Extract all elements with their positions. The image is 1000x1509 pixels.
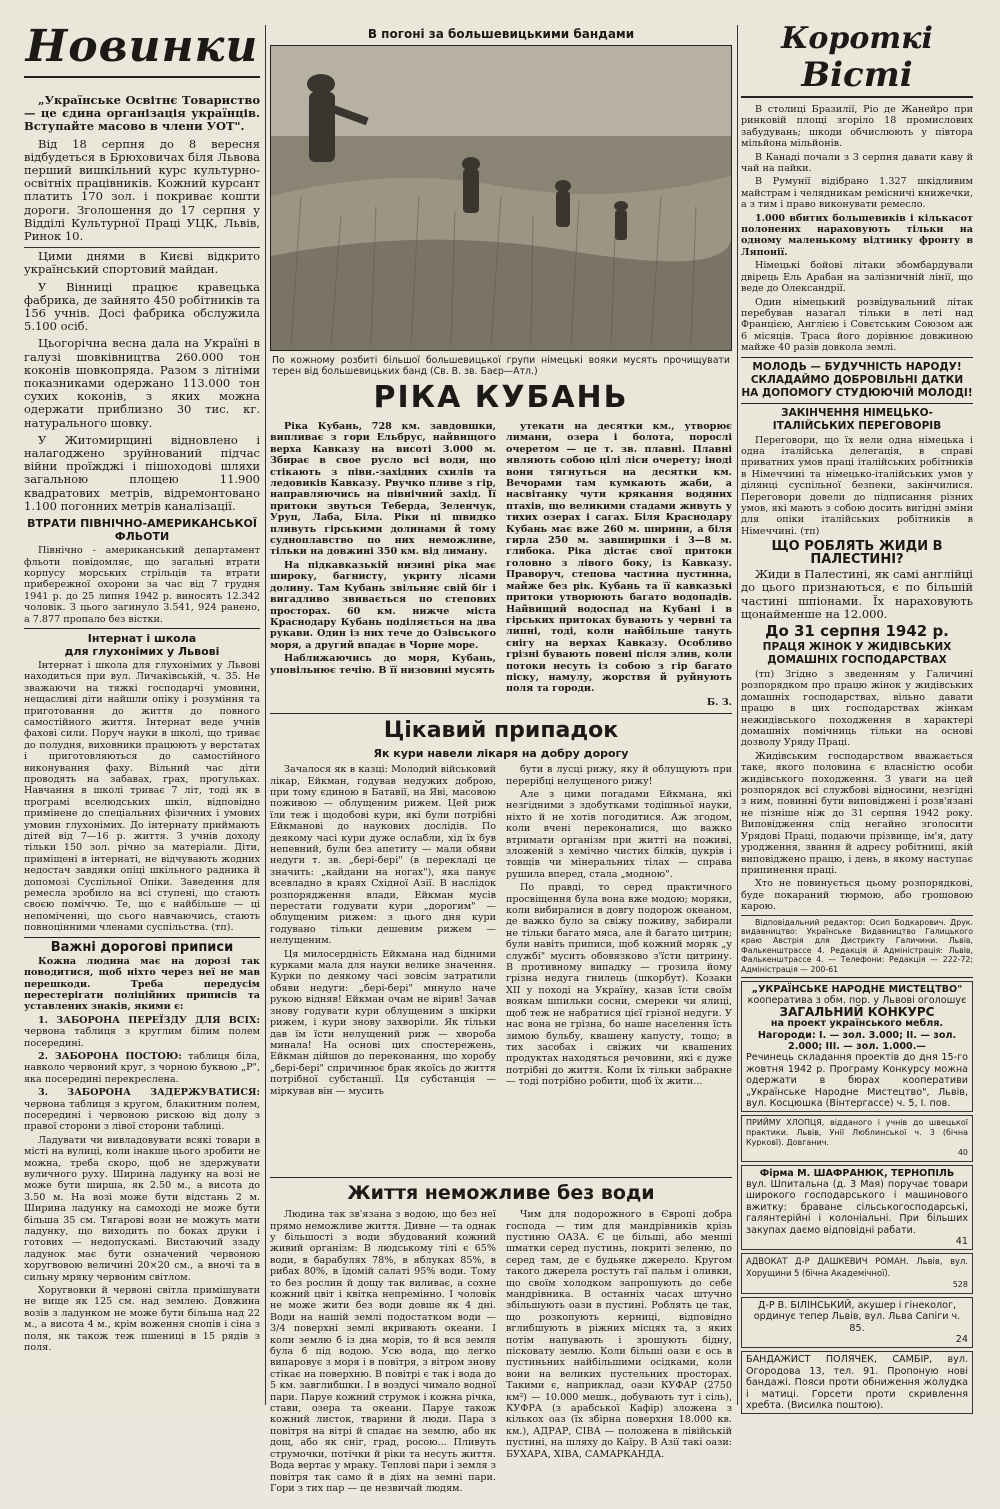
ad2-text: ПРИЙМУ ХЛОПЦЯ, відданого і учнів до швецької практики. Львів, Унії Люблинської ч. 3 (бічна Курковї). Довганич. — [746, 1118, 968, 1147]
losses-text: Північно - американський департамент фльоти повідомляє, що загальні втрати корпусу морських стрільців та втрати прибережної охорони за час від 7 грудня 1941 р. до 25 липня 1942 р. виносять 12.342 чоловік. З цього загинуло 3.541, 924 ранено, а 7.877 пропало без вістки. — [24, 545, 260, 625]
news-canada: В Канаді почали з 3 серпня давати каву й чай на пайки. — [741, 151, 973, 175]
news-lapland: 1.000 вбитих большевиків і кількасот полонених нараховують тільки на одному маленькому відтинку фронту в Ляпонії. — [741, 212, 973, 258]
news-brazil: В столиці Бразилії, Ріо де Жанейро при ринковій площі згоріло 18 промислових забудувань; шкоди обчислюють у півтора мільйона мільйонів. — [741, 104, 973, 150]
jews-text: Жиди в Палестині, як самі англійці до цього признаються, є по більшій частині шпіонами. Їх нараховують щонайменше на 12.000. — [741, 567, 973, 621]
rule-2 — [24, 1051, 260, 1085]
ad4-number: 528 — [952, 1280, 968, 1290]
kuban-col-1 — [270, 421, 496, 710]
ad2-number: 40 — [957, 1148, 968, 1158]
news-silk: Цьогорічна весна дала на Україні в галузі шовківництва 260.000 тон коконів шовкопряда. Разом з літніми показниками одержано 113.000 тон сухих коконів, з яких можна одержати приблизно 30 тис. кг. натурального шовку. — [24, 336, 260, 430]
ad1-topic: на проект українського мебля. — [770, 1018, 944, 1030]
case-text-d: Але з цими погадами Ейкмана, які незгідними з здобутками тодішньої науки, ніхто й не хотів погодитися. Аж згодом, коли вчені переконалися, що важко втримати організм при житті на поживі, зложеній з хемічно чистих білків, цукрів і товщів чи мінеральних тілах — справа рушила вперед, стала „модною". — [506, 788, 732, 880]
photo-caption-text: По кожному розбиті більшої большевицької групи німецькі вояки мусять прочищувати терен від большевицьких банд — [272, 355, 730, 377]
case-title: Цікавий припадок — [383, 718, 619, 744]
load-rules: Ладувати чи вивладовувати всякі товари в місті на вулиці, коли інакше цього зробити не можна, треба скоро, щоб не здержувати вуличного руху. Ширина ладунку на возі не може бути ширша, як 2.50 м., а висота до 3.50 м. На возі може бути відстань 2 м. Ширина ладунку на самоході не може бути більша 35 см. Тягарові вози не можуть мати ладунку, що виходить по боках друки і готових — недопускамі. Вистаючий ззаду ладунок має бути означений червоною хоругвовою величині 20×20 см., а вночі та в сильну мряку червоним світлом. — [24, 1134, 260, 1283]
heading-women-work: ПРАЦЯ ЖІНОК У ЖИДІВСЬКИХ ДОМАШНІХ ГОСПОДАРСТВАХ — [762, 641, 952, 666]
load-rules-last: Хоругвовки й червоні світла примішувати не вище як 125 см. над землею. Довжина возів з ладунком не може бути більша над 22 м., а висота 4 м., крім воження снопів і сіна з поля, як також теж пшениці в 15 рядів з поля. — [24, 1285, 260, 1354]
photo-caption — [272, 355, 730, 377]
news-romania: В Румунії відібрано 1.327 шкідливим майстрам і челядникам ремісничі книжечки, а з тим і право виконувати ремесло. — [741, 176, 973, 211]
case-col-1 — [270, 764, 496, 1174]
kuban-col-2 — [506, 421, 732, 710]
heading-talks: ЗАКІНЧЕННЯ НІМЕЦЬКО-ІТАЛІЙСЬКИХ ПЕРЕГОВОРІВ — [772, 406, 942, 432]
kuban-title: РІКА КУБАНЬ — [373, 380, 629, 415]
ad3-number: 41 — [955, 1236, 968, 1248]
case-col-2 — [506, 764, 732, 1174]
masthead-news: Вісті — [801, 55, 913, 95]
talks-text: Переговори, що їх вели одна німецька і одна італійська делегація, в справі приватних умов праці італійських робітників в Німеччині та німецько-італійських умов у ділянці суспільної безпеки, закінчилися. Переговори довели до підписання різних умов, які мають з собою досить вигідні зміни для опіки італійських робітників в Німеччині. (тп) — [741, 434, 973, 537]
ad6-text: БАНДАЖИСТ ПОЛЯЧЕК, САМБІР, вул. Огородова 13, тел. 91. Пропоную нові бандажі. Пояси проти обниження жолудка і матиці. Горсети проти скривлення хребта. (Висилка поштою). — [746, 1354, 968, 1411]
imprint: Відповідальний редактор: Осип Бодкарович. Друк. видавництво: Українське Видавництво Галицького краю Австрія для Дистрикту Галичини. Львів, Фалькенштрассе 4. Редакція й Адміністрація: Львів, Фалькенштрассе 4. — Телефони: Редакція — 222-72; Адміністрація — 200-61 — [741, 917, 973, 974]
rule-2-text: таблиця біла, навколо червоний круг, з чорною буквою „Р", яка посередині перекреслена. — [24, 1050, 260, 1085]
rule-1 — [24, 1015, 260, 1049]
water-col-2 — [506, 1209, 732, 1509]
kuban-text-c: Наближаючись до моря, Кубань, уповільнює течію. В її низовині мусять — [270, 653, 496, 676]
rule-3-text: червона таблиця з кругом, блакитним полем, посередині і червоною рискою від долу з правої сторони з лівої сторони таблиці. — [24, 1098, 260, 1133]
water-article — [270, 1209, 732, 1509]
news-el-araban: Німецькі бойові літаки збомбардували двірець Ель Арабан на залізничній лінії, що веде до Олександрії. — [741, 260, 973, 295]
ad1-prizes: Нагороди: I. — зол. 3.000; II. — зол. 2.000; III. — зол. 1.000.— — [757, 1029, 957, 1052]
news-recon-plane: Один німецький розвідувальний літак перебував назагал тільки в леті над Францією, Англією і Совєтським Союзом аж 6 місяців. Траса його дорівнює довжиною майже 40 разів довкола землі. — [741, 296, 973, 354]
heading-internat-1: Інтернат і школа — [87, 631, 197, 645]
center-column — [270, 22, 732, 1494]
news-vinnytsia: У Вінниці працює кравецька фабрика, де зайнято 450 робітників та 156 учнів. Досі фабрика обслужила 5.100 осіб. — [24, 279, 260, 334]
left-column — [24, 22, 260, 1407]
water-text-a: Людина так зв'язана з водою, що без неї прямо неможливе життя. Дивне — та однак у більшості з води збудований кожний живий організм: В людському тілі є 65% води, в барабулях 78%, в яблуках 85%, в рибах 80%, в їдомій салаті 95% води. Тому то без рослин й дощу так виливає, а сохне кожний цвіт і квітка непремінно. І чоловік не може жити без води довше як 4 дні. Води на нашій землі подостатком води — 3/4 поверхні землі вкривають океани. І коли землю б із дна морів, то й вся земля була б під водою. Усю вода, що легко випаровує з моря і в повітря, з вітром знову стікає на поверхню. В повітрі є так і вода до 5 км. завглибшки. І в воздусі чимало водної пари. Паруе кожний струмок і кожна річка, стави, озера та океани. Паруе також кожний листок, тварини й люди. Пара з повітря на вітрі й спадає на землю, або як дощ, або як сніг, град, росою... Пливуть струмочки, потічки й ріки та несуть життя. Вода вертає у мраку. Теплові пари і земля з повітря так само й в діях на земні пари. Гори з тих пар — це незвичай людям. — [270, 1209, 496, 1494]
heading-internat-2: для глухонімих у Львові — [64, 644, 220, 658]
ad1-deadline: Речинець складання проектів до дня 15-го жовтня 1942 р. Програму Конкурсу можна одержати в бюрах кооперативи „Українське Народне Мистецтво", Львів, вул. Косцюшка (Вінтергассе) ч. 5, І. пов. — [746, 1052, 968, 1110]
rule-1-title: 1. ЗАБОРОНА ПЕРЕЇЗДУ ДЛЯ ВСІХ: — [38, 1014, 260, 1026]
kuban-text-b: На підкавказькій низині ріка має широку, багнисту, укриту лісами долину. Там Кубань звільняє свій біг і вигадливо звивається по степових просторах. 60 км. нижче міста Краснодару Кубань поділяється на два рукави. Один із них тече до Озівського моря, а другий впадає в Чорне море. — [270, 559, 496, 651]
ad-apprentice — [741, 1115, 973, 1161]
news-course: Від 18 серпня до 8 вересня відбудеться в Брюховичах біля Львова перший вишкільний курс культурно-освітніх працівників. Кожний курсант платить 170 зол. і покриває кошти дороги. Зголошення до 17 серпня у Відділі Культурної Праці УЦК, Львів, Ринок 10. — [24, 136, 260, 244]
ad-gynecologist — [741, 1297, 973, 1349]
ad3-firm: Фірма М. ШАФРАНЮК, ТЕРНОПІЛЬ — [759, 1167, 955, 1179]
case-text-a: Зачалося як в казці: Молодий військовий лікар, Ейкман, годував недужих доброю, при тому єдиною в Батавії, на Яві, масовою поживою — облущеним рижем. Цей риж їли теж і щодобові кури, які були потрібні Ейкманові до наукових дослідів. По деякому часі кури дуже ослабли, хід їх був непевний, були без апетиту — мали обяви недуги т. зв. „бері-бері" (в перекладі це значить: „кайдани на ногах"), яка панує всевладно в краях Східної Азії. В наслідок розпорядження влади, Ейкман мусів перестати годувати кури „дорогим" — облущеним рижем: з цього дня кури годувано тільки дешевим рижем — нелущеним. — [270, 764, 496, 947]
heading-losses: ВТРАТИ ПІВНІЧНО-АМЕРИКАНСЬКОЇ ФЛЬОТИ — [27, 517, 257, 544]
photo-title: В погоні за большевицькими бандами — [367, 27, 635, 41]
ad3-text: вул. Шпитальна (д. 3 Мая) поручає товари широкого господарського і машинового вжитку: браване сільськогосподарські, галянтерійні і колоніальні. При більших закупах даємо відповідні рабати. — [746, 1179, 968, 1236]
rules-intro: Кожна людина має на дорозі так поводитися, щоб ніхто через неї не мав перешкоди. Треба передусім перестерігати поліційних приписів та уставлених знаків, якими є: — [24, 955, 260, 1013]
work-text-2: Жидівським господарством вважається таке, якого половина є власністю особи жидівського походження. З уваги на цей розпорядок всі службові відносини, незгідні з ним, повинні бути виповіджені і розв'язані не пізніше ніж до 31 серпня 1942 року. Виповідження слід негайно зголосити Урядові Праці, подаючи прізвище, ім'я, дату уродження, звання й адресу робітниці, якій виповіджено працю, і день, в якому наступає припинення праці. — [741, 750, 973, 876]
rule-2-title: 2. ЗАБОРОНА ПОСТОЮ: — [38, 1050, 182, 1062]
case-article — [270, 764, 732, 1174]
ad5-text: Д-Р В. БІЛІНСЬКИЙ, акушер і гінеколог, ординує тепер Львів, вул. Льва Сапіги ч. 85. — [753, 1299, 961, 1334]
photo-credit: (Св. В. зв. Баєр—Атл.) — [429, 366, 538, 377]
case-text-e: По правді, то серед практичного просвіщення була вона вже модою; моряки, коли вибиралися в довгу подорож океаном, де важко було за свіжу поживу, забирали не тільки багато мяса, але й багато цитрин; були навіть приписи, щоб кожний моряк „у службі" мусить обовязково з'їсти цитрину. В противному випадку — грозила йому грізна недуга гнилець (шкорбут). Козаки XII у поході на Україну, казав їсти своїм воякам шпильки сосни, смереки чи ялиці, щоб теж не набратися цієї грізної недуги. У нас вона не грізна, бо наше населення їсть зимою бульбу, квашену капусту, тощо; в тих засобах і свіжих чи квашених продуктах находяться речовини, які є дуже потрібні до життя. Коли їх тільки забракне — тоді потрібно робити, щоб їх жити... — [506, 882, 732, 1088]
war-photo-box — [270, 45, 732, 351]
work-text-1: (тп) Згідно з зведенням у Галичині розпорядком про працю жінок у жидівських домашніх господарствах, вільно давати працю в цих господарствах жінкам нежидівського походження в характері домашніх помічниць тільки на основі дозволу Уряду Праці. — [741, 669, 973, 749]
masthead-novynky: Новинки — [24, 22, 260, 78]
right-column — [741, 21, 973, 1411]
uot-appeal: „Українське Освітнє Товариство — це єдина організація українців. Вступайте масово в члени УОТ". — [24, 93, 260, 134]
war-photo-image — [271, 46, 731, 350]
masthead-short-news — [741, 22, 973, 98]
ad1-coop: кооператива з обм. пор. у Львові оголошує — [747, 995, 967, 1007]
column-rule-left — [265, 25, 266, 1405]
kuban-text-a: Ріка Кубань, 728 км. завдовшки, випливає з гори Ельбрус, найвищого верха Кавказу на висоті 3.000 м. Збирає в свое русло всі води, що стікають з півн.-західних схилів та ледовиків Кавказу. Рвучко пливе з гір, направляючись на північний захід. Її притоки звуться Теберда, Зеленчук, Уруп, Лаба, Біла. Ріки ці швидко пливуть гірськими долинами й тому судноплавство по них неможливе, тільки на довжині 350 км. від лиману. — [270, 421, 496, 558]
case-text-b: Ця милосердність Ейкмана над бідними курками мала для науки велике значення. Курки по деякому часі зовсім затратили обяви недуги: „бері-бері" минуло наче рукою відняв! Ейкман очам не вірив! Зачав знову годувати кури облущеним з шкірки рижем, і кури знову захворіли. Як тільки дав їм їсти нелущений риж — хвороба минала! На основі цих спостережень, Ейкман дійшов до переконання, що хоробу „бері-бері" спричинює брак якоїсь до життя потрібної субстанції. Ця субстанція — міркував він — мусить — [270, 948, 496, 1097]
ad-shafraniuk — [741, 1165, 973, 1251]
kuban-signature: Б. З. — [706, 696, 732, 708]
masthead-short: Короткі — [781, 21, 933, 56]
ad5-number: 24 — [955, 1333, 968, 1345]
rule-3-title: 3. ЗАБОРОНА ЗАДЕРЖУВАТИСЯ: — [38, 1087, 260, 1099]
ad-bandages — [741, 1351, 973, 1414]
heading-deadline: До 31 серпня 1942 р. — [765, 622, 949, 640]
water-col-1 — [270, 1209, 496, 1509]
youth-appeal: МОЛОДЬ — БУДУЧНІСТЬ НАРОДУ! СКЛАДАЙМО ДОБРОВІЛЬНІ ДАТКИ НА ДОПОМОГУ СТУДЮЮЧІЙ МОЛОДІ! — [741, 360, 973, 399]
heading-road-rules: Важні дорогові приписи — [50, 939, 234, 955]
news-zhytomyr: У Житомирщині відновлено і налагоджено зруйнований підчас війни проїжджі і пішоходові шляхи загальною площею 11.900 квадратових метрів, відремонтовано 1.100 погонних метрів каналізації. — [24, 432, 260, 513]
case-subtitle: Як кури навели лікаря на добру дорогу — [373, 747, 629, 761]
kuban-text-d: утекати на десятки км., утворює лимани, озера і болота, порослі очеретом — це т. зв. плавні. Плавні являють собою цілі ліси очерету; іноді вони тягнуться на десятки км. Вечорами там кумкають жаби, а насвітанку чути крякання водяних птахів, що великими стадами живуть у тихих озерах і сагах. Біля Краснодару Кубань має вже 260 м. ширини, а біля гирла 250 м. завширшки і 3—8 м. глибока. Ріка дістає свої притоки головно з лівого боку, із Кавказу. Праворуч, степова частина пустинна, майже без рік. Кубань та її кавказькі притоки утворюють багато водопадів. Найвищий водоспад на Кубані і в гірських притоках бувають у червні та липні, тоді, коли найбільше тануть снігу на верхах Кавказу. Особливо грізні бувають повені після злив, коли потоки несуть із собою з гір багато піску, намулу, жорствя й руйнують поля та городи. — [506, 421, 732, 695]
heading-jews-palestine: ЩО РОБЛЯТЬ ЖИДИ В ПАЛЕСТИНІ? — [771, 539, 943, 568]
kuban-article — [270, 421, 732, 710]
rule-1-text: червона таблиця з круглим білим полем посередині. — [24, 1026, 260, 1049]
news-kyiv-stadium: Цими днями в Києві відкрито український спортовий майдан. — [24, 249, 260, 277]
column-rule-right — [737, 25, 738, 1405]
ad1-contest: ЗАГАЛЬНИЙ КОНКУРС — [779, 1004, 935, 1019]
ad-lawyer — [741, 1253, 973, 1293]
water-title: Життя неможливе без води — [347, 1182, 655, 1205]
work-text-3: Хто не повинується цьому розпорядкові, буде покараний тюрмою, або грошовою карою. — [741, 878, 973, 913]
ad4-text: АДВОКАТ Д-Р ДАШКЕВИЧ РОМАН. Львів, вул. Хорущини 5 (бічна Академічної). — [746, 1256, 968, 1278]
ad1-org: „УКРАЇНСЬКЕ НАРОДНЕ МИСТЕЦТВО" — [751, 983, 963, 995]
water-text-b: Чим для подорожного в Європі добра господа — тим для мандрівників крізь пустиню ОАЗА. Є це більші, або менші шматки серед пустинь, покриті зеленю, по серед там, де є будьяке джерело. Кругом такого джерела ростуть гаї пальм і оливки, що своїм холодком запрошують до себе мандрівника. В останніх часах штучно збільшують оази в пустині. Роблять це так, що розкопують керниці, відповідно вглибшують в ріжних місцях та, з яких потім напувають і зрошують бідну, пісковату землю. Коли більші оази є ось в пустиньних найбільшими осідками, коли вони на великих пустельних просторах. Такими є, наприклад, оази КУФАР (2750 км²) — 10.000 мешк., добувають тут і сіль), КУФРА (з арабської Кафір) зложена з кількох оаз (їх збірна поверхня 18.000 кв. км.), АДРАР, СІВА — положена в лівійській пустині, на шляху до Каїру. В Азії такі оази: БУХАРА, ХІВА, САМАРКАНДА. — [506, 1209, 732, 1460]
internat-text: Інтернат і школа для глухонімих у Львові находиться при вул. Личаківській, ч. 35. Не зважаючи на тяжкі господарчі умовини, нещасливі діти найшли опіку і розуміння та приготовання до життя до повного самостійного життя. Інтернат веде учнів фахові сили. Поруч науки в школі, що триває до полудня, виховники працюють у верстатах і приготовляються до самостійного виконування фаху. Вільний час діти проводять на забавах, грах, прогульках. Навчання в школі триває 7 літ, тоді як в програмі вселюдських шкіл, відповідно примінене до спеціальних фізичних і умових умовин глухонімих. До інтернату приймають дітей від 7—16 р. життя. З учнів доходу тільки 150 зол. річно за матеріали. Діти, приміщені в інтернаті, не відчувають жодних недостач завдяки опіці шкільного радника й допомозі Суспільної Опіки. Заведення для ремесла зробило на всі ступені, що стають своєю поміччю. Те, що є найбільше — ці непоміченні, що сього навчаючись, стають повноцінними членами суспільства. (тп). — [24, 659, 260, 934]
ad-folk-art-contest — [741, 981, 973, 1112]
rule-3 — [24, 1087, 260, 1133]
war-photo — [270, 45, 732, 351]
case-text-c: бути в лусці рижу, яку й облущують при перерібці нелущеного рижу! — [506, 764, 732, 787]
